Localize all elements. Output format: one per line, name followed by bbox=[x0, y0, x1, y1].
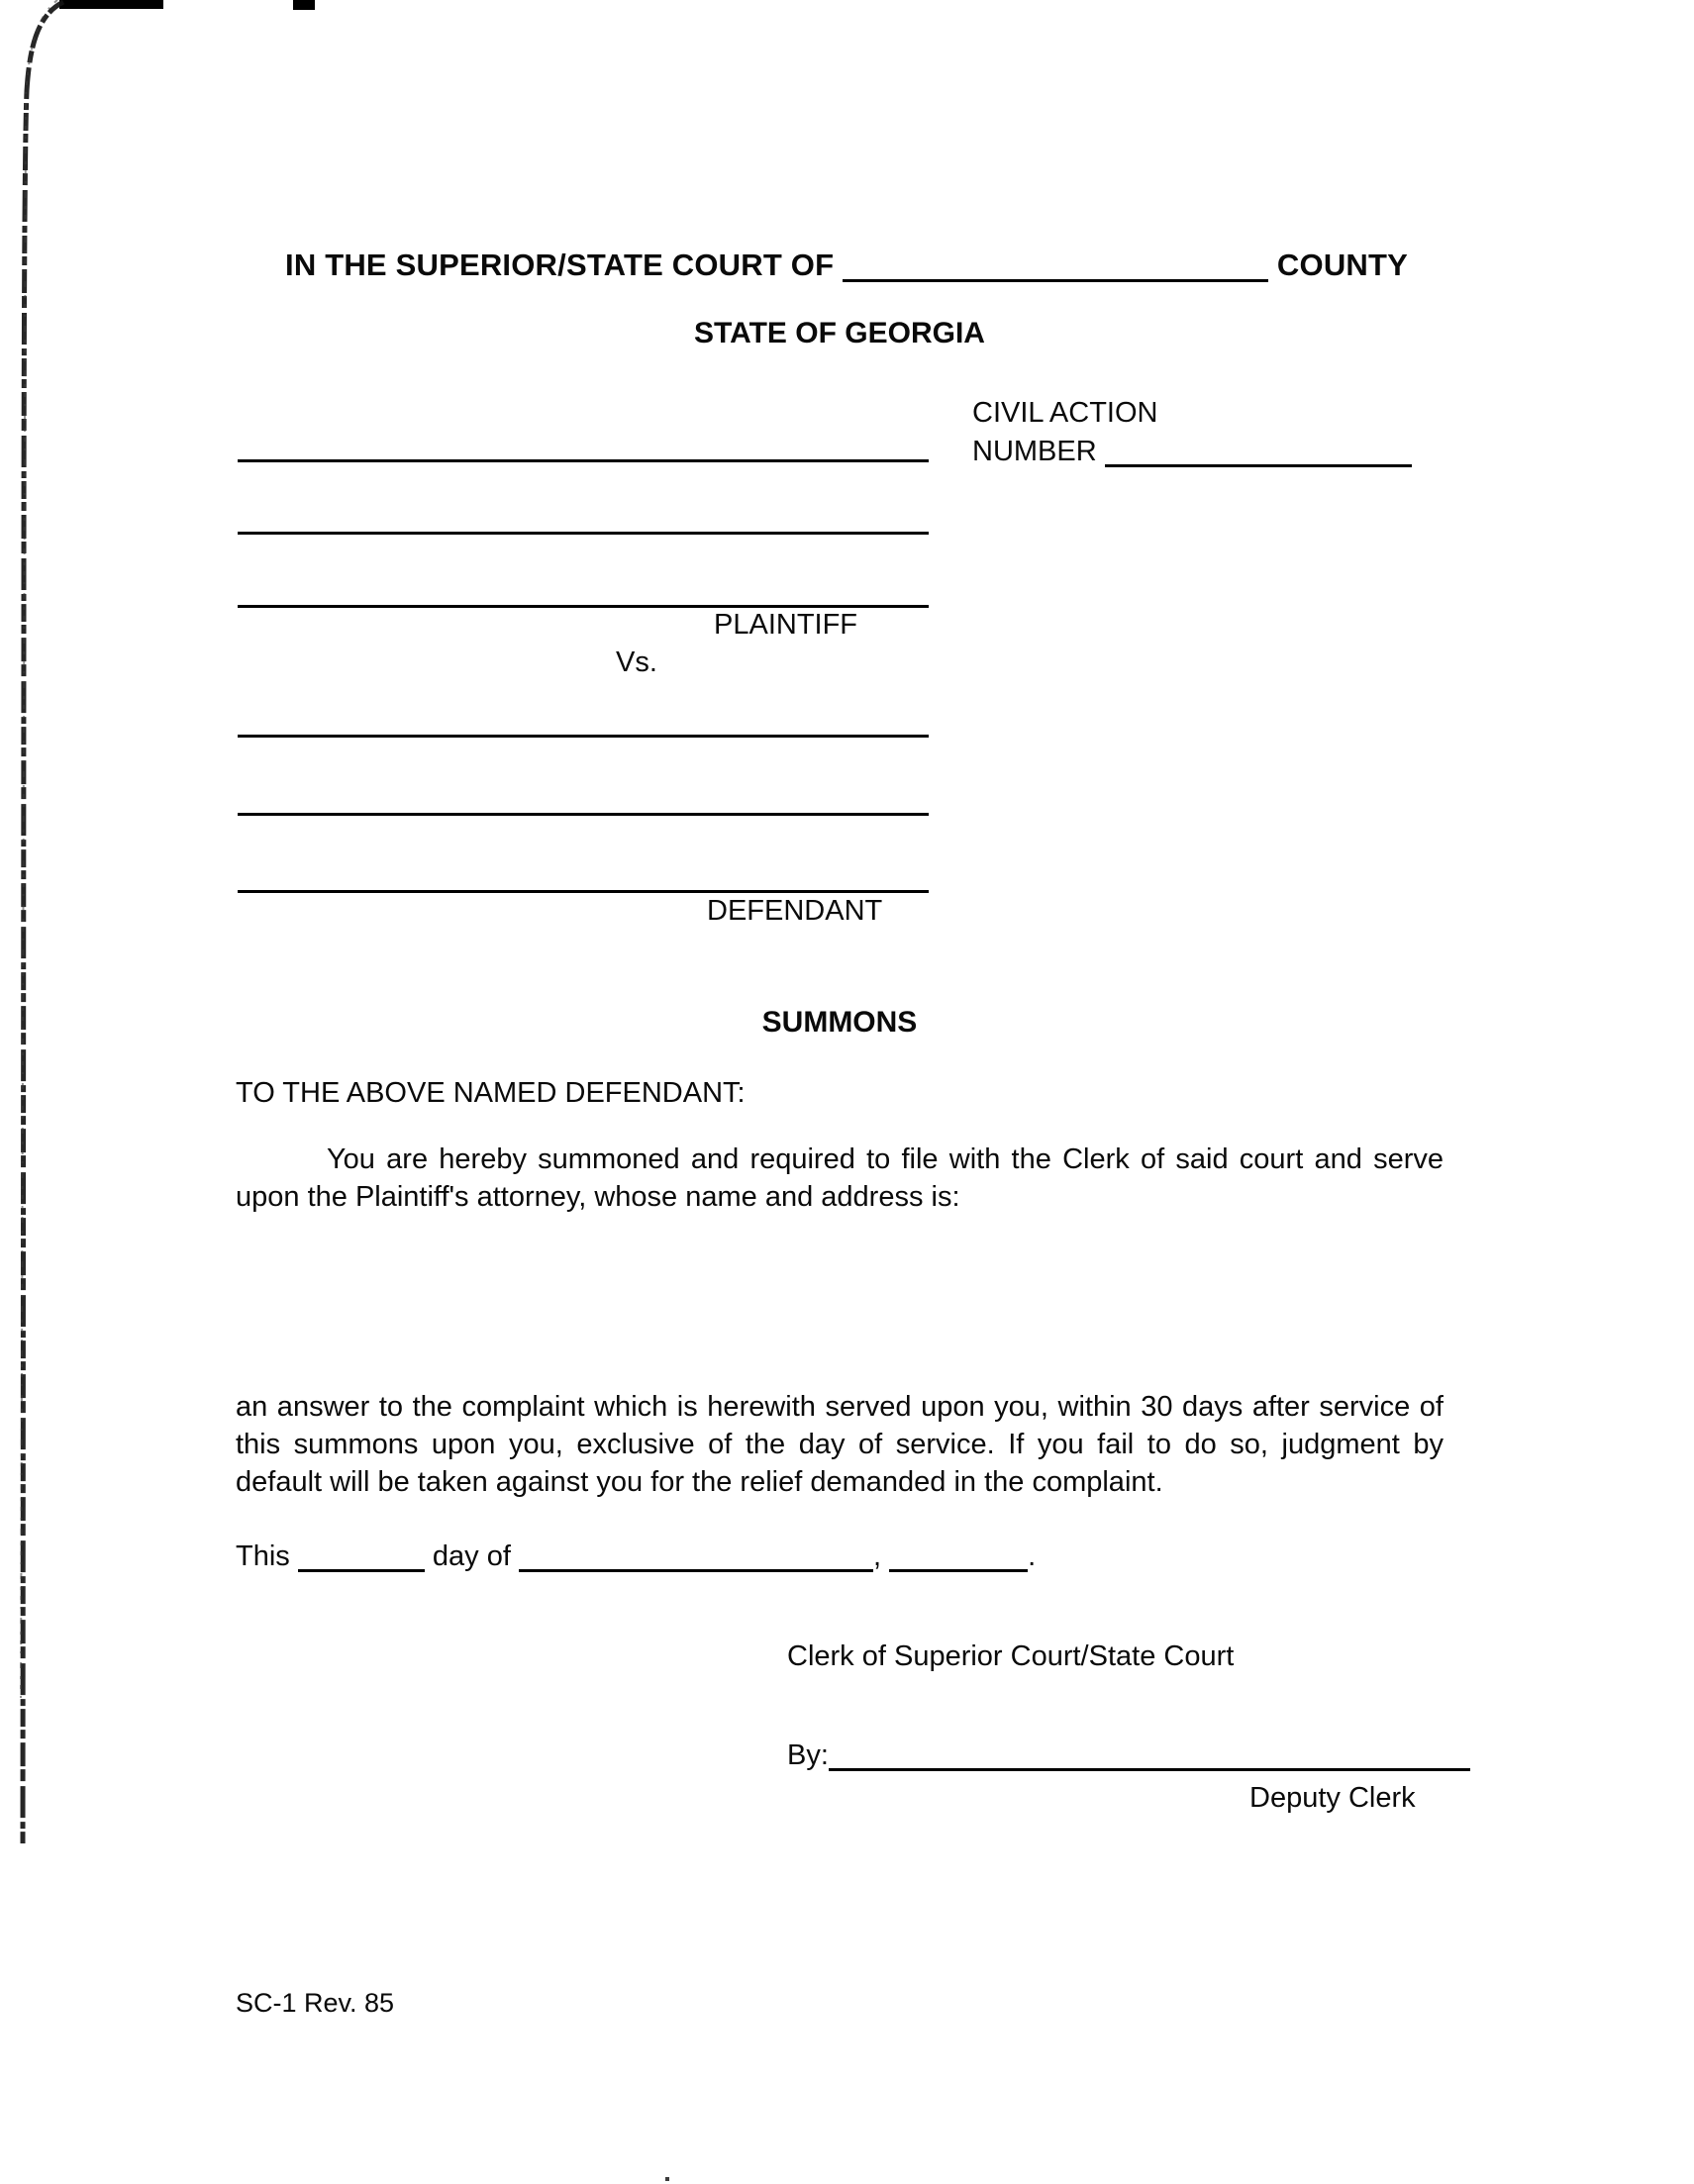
case-number-blank bbox=[1105, 464, 1412, 467]
deputy-clerk-title: Deputy Clerk bbox=[1249, 1782, 1416, 1814]
deputy-signature-blank bbox=[829, 1768, 1470, 1771]
by-line bbox=[787, 1739, 1470, 1772]
plaintiff-label: PLAINTIFF bbox=[714, 609, 858, 641]
summons-title: SUMMONS bbox=[761, 1006, 918, 1039]
this-label: This bbox=[236, 1540, 290, 1572]
summons-addressee: TO THE ABOVE NAMED DEFENDANT: bbox=[236, 1077, 746, 1109]
civil-action-block bbox=[972, 394, 1412, 471]
court-caption-line bbox=[285, 248, 1408, 283]
county-name-blank bbox=[843, 279, 1268, 282]
by-label: By: bbox=[787, 1739, 829, 1771]
scan-edge-artifact bbox=[0, 0, 79, 2184]
date-comma: , bbox=[872, 1540, 882, 1572]
scan-artifact-dot bbox=[665, 2177, 669, 2181]
clerk-title: Clerk of Superior Court/State Court bbox=[787, 1640, 1235, 1672]
plaintiff-name-line-2 bbox=[238, 532, 929, 535]
civil-action-label: CIVIL ACTION bbox=[972, 397, 1158, 429]
summons-body-paragraph-1: You are hereby summoned and required to file with the Clerk of said court and serve upon the Plaintiff's attorney, whose name and address is: bbox=[236, 1143, 1444, 1213]
year-blank bbox=[889, 1569, 1028, 1572]
month-blank bbox=[519, 1569, 873, 1572]
defendant-name-line-3 bbox=[238, 890, 929, 893]
court-caption-prefix: IN THE SUPERIOR/STATE COURT OF bbox=[285, 248, 835, 282]
county-label: COUNTY bbox=[1276, 248, 1409, 282]
defendant-label: DEFENDANT bbox=[707, 895, 883, 927]
date-period: . bbox=[1028, 1540, 1037, 1572]
scan-artifact-top-mark bbox=[293, 0, 315, 10]
defendant-name-line-2 bbox=[238, 813, 929, 816]
versus-label: Vs. bbox=[616, 646, 657, 678]
plaintiff-name-line-1 bbox=[238, 459, 929, 462]
plaintiff-name-line-3 bbox=[238, 605, 929, 608]
defendant-name-line-1 bbox=[238, 735, 929, 738]
day-of-label: day of bbox=[432, 1540, 511, 1572]
state-title: STATE OF GEORGIA bbox=[694, 317, 985, 349]
day-blank bbox=[298, 1569, 425, 1572]
case-number-label: NUMBER bbox=[972, 436, 1097, 467]
execution-date-line bbox=[236, 1540, 1036, 1573]
form-number: SC-1 Rev. 85 bbox=[236, 1988, 395, 2018]
summons-body-paragraph-2: an answer to the complaint which is herewith served upon you, within 30 days after service of this summons upon you, exclusive of the day of service. If you fail to do so, judgment by default will be taken against you for the relief demanded in the complaint. bbox=[236, 1391, 1444, 1498]
